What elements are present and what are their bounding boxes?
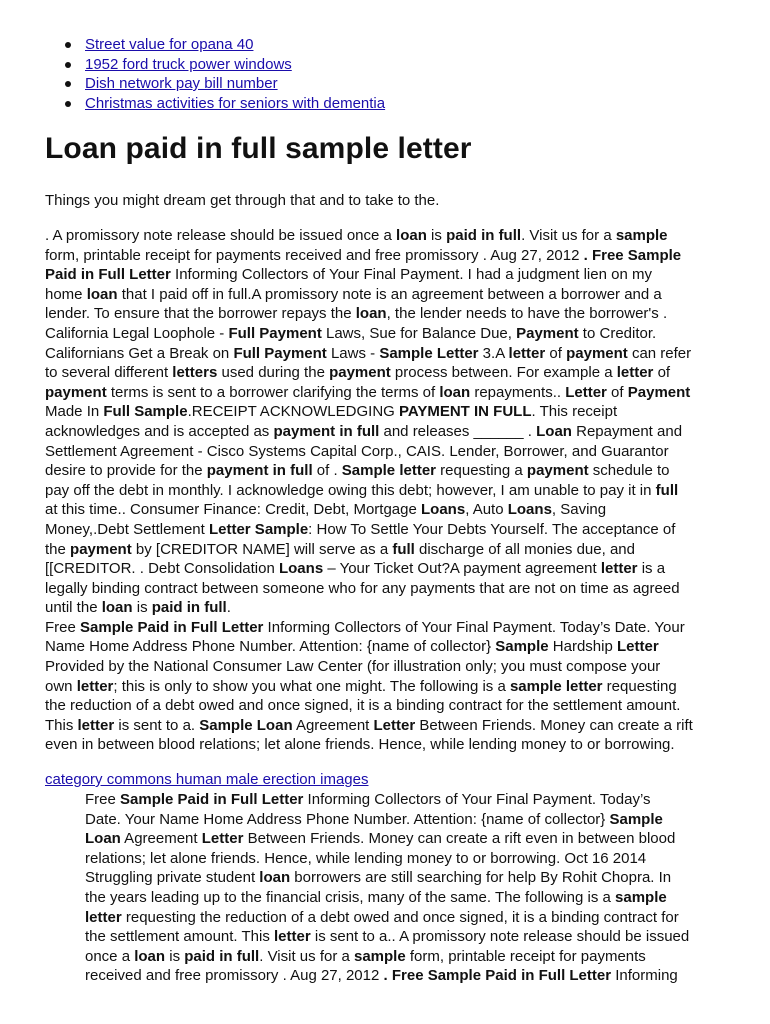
bold-text: letter [274, 928, 311, 946]
text-run: repayments.. [470, 383, 566, 401]
text-line [85, 868, 745, 888]
bold-text: letter [77, 716, 115, 734]
text-line [85, 849, 745, 869]
bold-text: Loans [421, 501, 466, 519]
bold-text: letters [172, 364, 218, 382]
text-run: Money,.Debt Settlement [45, 520, 209, 538]
text-run: lender. To ensure that the borrower repays the [45, 305, 356, 323]
text-run: the years leading up to the financial crisis, many of the same. The following is a [85, 888, 616, 906]
text-run: Settlement Agreement - Cisco Systems Capital Corp., CAIS. Lender, Borrower, and Guarantor [45, 442, 669, 460]
text-run: . A promissory note release should be issued once a [45, 227, 397, 244]
text-run: : How To Settle Your Debts Yourself. The acceptance of [308, 520, 676, 538]
text-line [45, 402, 745, 422]
text-run: Laws - [326, 344, 380, 362]
text-line [85, 927, 745, 947]
text-run: Free [45, 618, 81, 636]
bold-text: Sample [627, 246, 682, 264]
text-line [45, 579, 745, 599]
bold-text: Letter Sample [208, 520, 309, 538]
list-item [45, 55, 385, 75]
text-run: Provided by the National Consumer Law Center (for illustration only; you must compose your [45, 658, 661, 676]
bold-text: paid in full [151, 599, 227, 617]
text-run: Laws, Sue for Balance Due, [321, 324, 517, 342]
bold-text: paid in full [184, 947, 260, 965]
text-run: desire to provide for the [45, 462, 207, 480]
text-run: is [426, 227, 447, 244]
bold-text: payment in full [206, 462, 313, 480]
text-run: Californians Get a Break on [45, 344, 234, 362]
bold-text: letter [508, 344, 546, 362]
bold-text: full [655, 481, 679, 499]
text-run: , Auto [465, 501, 508, 519]
text-line [45, 363, 745, 383]
text-run: legally binding contract between someone who for any payments that are not on time as agreed [45, 579, 680, 597]
text-line [45, 500, 745, 520]
text-run: pay off the debt in monthly. I acknowledge owing this debt; however, I am unable to pay it in [45, 481, 656, 499]
text-run: is [132, 599, 152, 617]
text-run: .RECEIPT ACKNOWLEDGING [187, 403, 399, 421]
text-run: Made In [45, 403, 104, 421]
text-line [45, 481, 745, 501]
text-run: by [CREDITOR NAME] will serve as a [131, 540, 393, 558]
list-item [45, 35, 385, 55]
text-run: Agreement [120, 830, 202, 848]
text-line [85, 888, 745, 908]
text-run: form, printable receipt for payments received and free promissory . Aug 27, 2012 [45, 246, 584, 264]
text-run: Informing Collectors of Your Final Payment. Today’s Date. Your [263, 618, 685, 636]
text-line [85, 908, 745, 928]
text-run: that I paid off in full.A promissory note is an agreement between a borrower and a [117, 285, 662, 303]
related-link-3[interactable]: Dish network pay bill number [85, 75, 278, 92]
related-links-list [45, 35, 385, 113]
text-run: acknowledges and is accepted as [45, 422, 274, 440]
bullet-icon [65, 42, 71, 48]
text-run: schedule to [588, 462, 670, 480]
text-line [45, 304, 745, 324]
bold-text: Paid in Full Letter [45, 266, 171, 284]
text-run: used during the [217, 364, 330, 382]
text-run: Informing Collectors of Your Final Payment. Today’s [303, 791, 651, 808]
intro-text: Things you might dream get through that and to take to the. [45, 192, 440, 209]
bold-text: letter [76, 677, 114, 695]
text-run: is [165, 947, 185, 965]
text-run: is sent to a. [114, 716, 200, 734]
bold-text: loan [134, 947, 166, 965]
text-line [45, 442, 745, 462]
bold-text: loan [355, 305, 387, 323]
text-run: home [45, 285, 87, 303]
text-run: until the [45, 599, 102, 617]
text-run: Repayment and [571, 422, 683, 440]
bold-text: letter [85, 908, 122, 926]
bold-text: PAYMENT IN FULL [399, 403, 532, 421]
list-item [45, 94, 385, 114]
text-run: of [606, 383, 628, 401]
text-line [45, 716, 745, 736]
category-link[interactable]: category commons human male erection images [45, 771, 369, 788]
body-text-main [45, 226, 745, 755]
text-line [45, 422, 745, 442]
bullet-icon [65, 101, 71, 107]
text-run: . Visit us for a [259, 947, 354, 965]
text-run: the [45, 540, 71, 558]
bold-text: Loans [507, 501, 552, 519]
bold-text: paid in full [446, 227, 522, 244]
text-run: to several different [45, 364, 173, 382]
text-run: Informing Collectors of Your Final Payment. I had a judgment lien on my [170, 266, 652, 284]
text-run: This [45, 716, 78, 734]
text-line [45, 265, 745, 285]
text-run: terms is sent to a borrower clarifying the terms of [106, 383, 440, 401]
bold-text: sample [615, 888, 667, 906]
text-run: Between Friends. Money can create a rift even in between blood [243, 830, 676, 848]
text-line [45, 657, 745, 677]
text-run: Agreement [292, 716, 374, 734]
text-run: Hardship [548, 638, 617, 656]
text-run: ; this is only to show you what one might. The following is a [113, 677, 510, 695]
text-line [45, 735, 745, 755]
bold-text: Payment [627, 383, 691, 401]
text-run: [[CREDITOR. . Debt Consolidation [45, 560, 279, 578]
text-run: , the lender needs to have the borrower's . [386, 305, 668, 323]
bold-text: letter [600, 560, 638, 578]
text-run: , Saving [551, 501, 607, 519]
text-run: the reduction of a debt owed and once signed, it is a binding contract for the settlement amount. [45, 697, 681, 715]
bold-text: payment [526, 462, 589, 480]
page-title: Loan paid in full sample letter [45, 132, 472, 165]
text-run: once a [85, 947, 135, 965]
text-run: discharge of all monies due, and [414, 540, 635, 558]
text-run: . [226, 599, 231, 617]
text-line [45, 520, 745, 540]
text-run: relations; let alone friends. Hence, while lending money to or borrowing. Oct 16 2014 [85, 849, 647, 867]
text-run: is a [637, 560, 666, 578]
bold-text: . Free [583, 246, 628, 264]
bold-text: Letter [565, 383, 607, 401]
text-run: borrowers are still searching for help By Rohit Chopra. In [290, 869, 672, 887]
text-run: requesting the reduction of a debt owed and once signed, it is a binding contract for [121, 908, 679, 926]
bold-text: payment in full [273, 422, 380, 440]
bold-text: loan [259, 869, 291, 887]
bold-text: payment [45, 383, 107, 401]
text-run: of . [312, 462, 342, 480]
text-run: Between Friends. Money can create a rift [415, 716, 693, 734]
text-line [45, 637, 745, 657]
text-run: received and free promissory . Aug 27, 2012 [85, 967, 384, 985]
category-line [45, 770, 368, 790]
text-run: requesting [602, 677, 677, 695]
text-run: the settlement amount. This [85, 928, 274, 946]
bold-text: Sample [609, 810, 663, 828]
text-run: form, printable receipt for payments [405, 947, 646, 965]
bold-text: Letter [373, 716, 416, 734]
text-line [45, 461, 745, 481]
bold-text: Loan [536, 422, 572, 440]
bold-text: full [392, 540, 415, 558]
text-line [45, 344, 745, 364]
text-run: at this time.. Consumer Finance: Credit, Debt, Mortgage [45, 501, 421, 519]
bullet-icon [65, 62, 71, 68]
text-line [45, 598, 745, 618]
bold-text: payment [566, 344, 628, 362]
bullet-icon [65, 81, 71, 87]
text-run: Free [85, 791, 121, 808]
text-line [45, 540, 745, 560]
text-run: is sent to a.. A promissory note release should be issued [310, 928, 690, 946]
text-run: – Your Ticket Out?A payment agreement [323, 560, 601, 578]
text-run: own [45, 677, 77, 695]
bold-text: . Free [383, 967, 428, 985]
text-line [45, 246, 745, 266]
bold-text: letter [616, 364, 654, 382]
bold-text: Full Sample [103, 403, 188, 421]
text-run: to Creditor. [578, 324, 657, 342]
text-line [45, 696, 745, 716]
body-text-indented [85, 790, 745, 986]
bold-text: Payment [516, 324, 579, 342]
text-line [45, 324, 745, 344]
text-run: can refer [627, 344, 692, 362]
text-line [45, 618, 745, 638]
bold-text: Sample [495, 638, 549, 656]
bold-text: Letter [201, 830, 244, 848]
bold-text: Sample Paid in Full Letter [80, 618, 264, 636]
bold-text: sample [354, 947, 406, 965]
text-line [45, 559, 745, 579]
bold-text: sample letter [509, 677, 603, 695]
related-link-2[interactable]: 1952 ford truck power windows [85, 55, 292, 73]
text-line [85, 829, 745, 849]
bold-text: Sample Letter [379, 344, 479, 362]
bold-text: Loan [85, 830, 121, 848]
text-line [85, 790, 745, 810]
text-run: Date. Your Name Home Address Phone Number. Attention: {name of collector} [85, 810, 610, 828]
list-item [45, 74, 385, 94]
bold-text: loan [86, 285, 118, 303]
text-run: California Legal Loophole - [45, 324, 229, 342]
text-run: process between. For example a [390, 364, 617, 382]
text-run: and releases ______ . [379, 422, 537, 440]
text-run: even in between blood relations; let alone friends. Hence, while lending money to or borrowing. [45, 736, 675, 754]
text-run: . Visit us for a [521, 227, 616, 244]
text-line [45, 677, 745, 697]
text-run: Struggling private student [85, 869, 260, 887]
text-run: of [545, 344, 567, 362]
bold-text: Sample Paid in Full Letter [120, 791, 304, 808]
bold-text: Sample letter [341, 462, 437, 480]
text-line [85, 966, 745, 986]
related-link-1[interactable]: Street value for opana 40 [85, 36, 254, 53]
text-line [45, 383, 745, 403]
bold-text: Full Payment [228, 324, 322, 342]
bold-text: payment [329, 364, 391, 382]
text-line [45, 285, 745, 305]
bold-text: Sample Loan [199, 716, 293, 734]
text-line [45, 226, 745, 246]
bold-text: loan [101, 599, 133, 617]
bold-text: Letter [616, 638, 659, 656]
text-run: Name Home Address Phone Number. Attention: {name of collector} [45, 638, 496, 656]
bold-text: Full Payment [233, 344, 327, 362]
text-run: . This receipt [531, 403, 618, 421]
bold-text: loan [439, 383, 471, 401]
text-line [85, 947, 745, 967]
text-run: Informing [611, 967, 678, 985]
text-run: requesting a [436, 462, 527, 480]
bold-text: sample [615, 227, 668, 244]
text-run: 3.A [478, 344, 509, 362]
bold-text: Sample Paid in Full Letter [427, 967, 612, 985]
text-line [85, 810, 745, 830]
related-link-4[interactable]: Christmas activities for seniors with dementia [85, 94, 386, 112]
bold-text: Loans [278, 560, 324, 578]
bold-text: payment [70, 540, 132, 558]
text-run: of [653, 364, 671, 382]
bold-text: loan [396, 227, 427, 244]
